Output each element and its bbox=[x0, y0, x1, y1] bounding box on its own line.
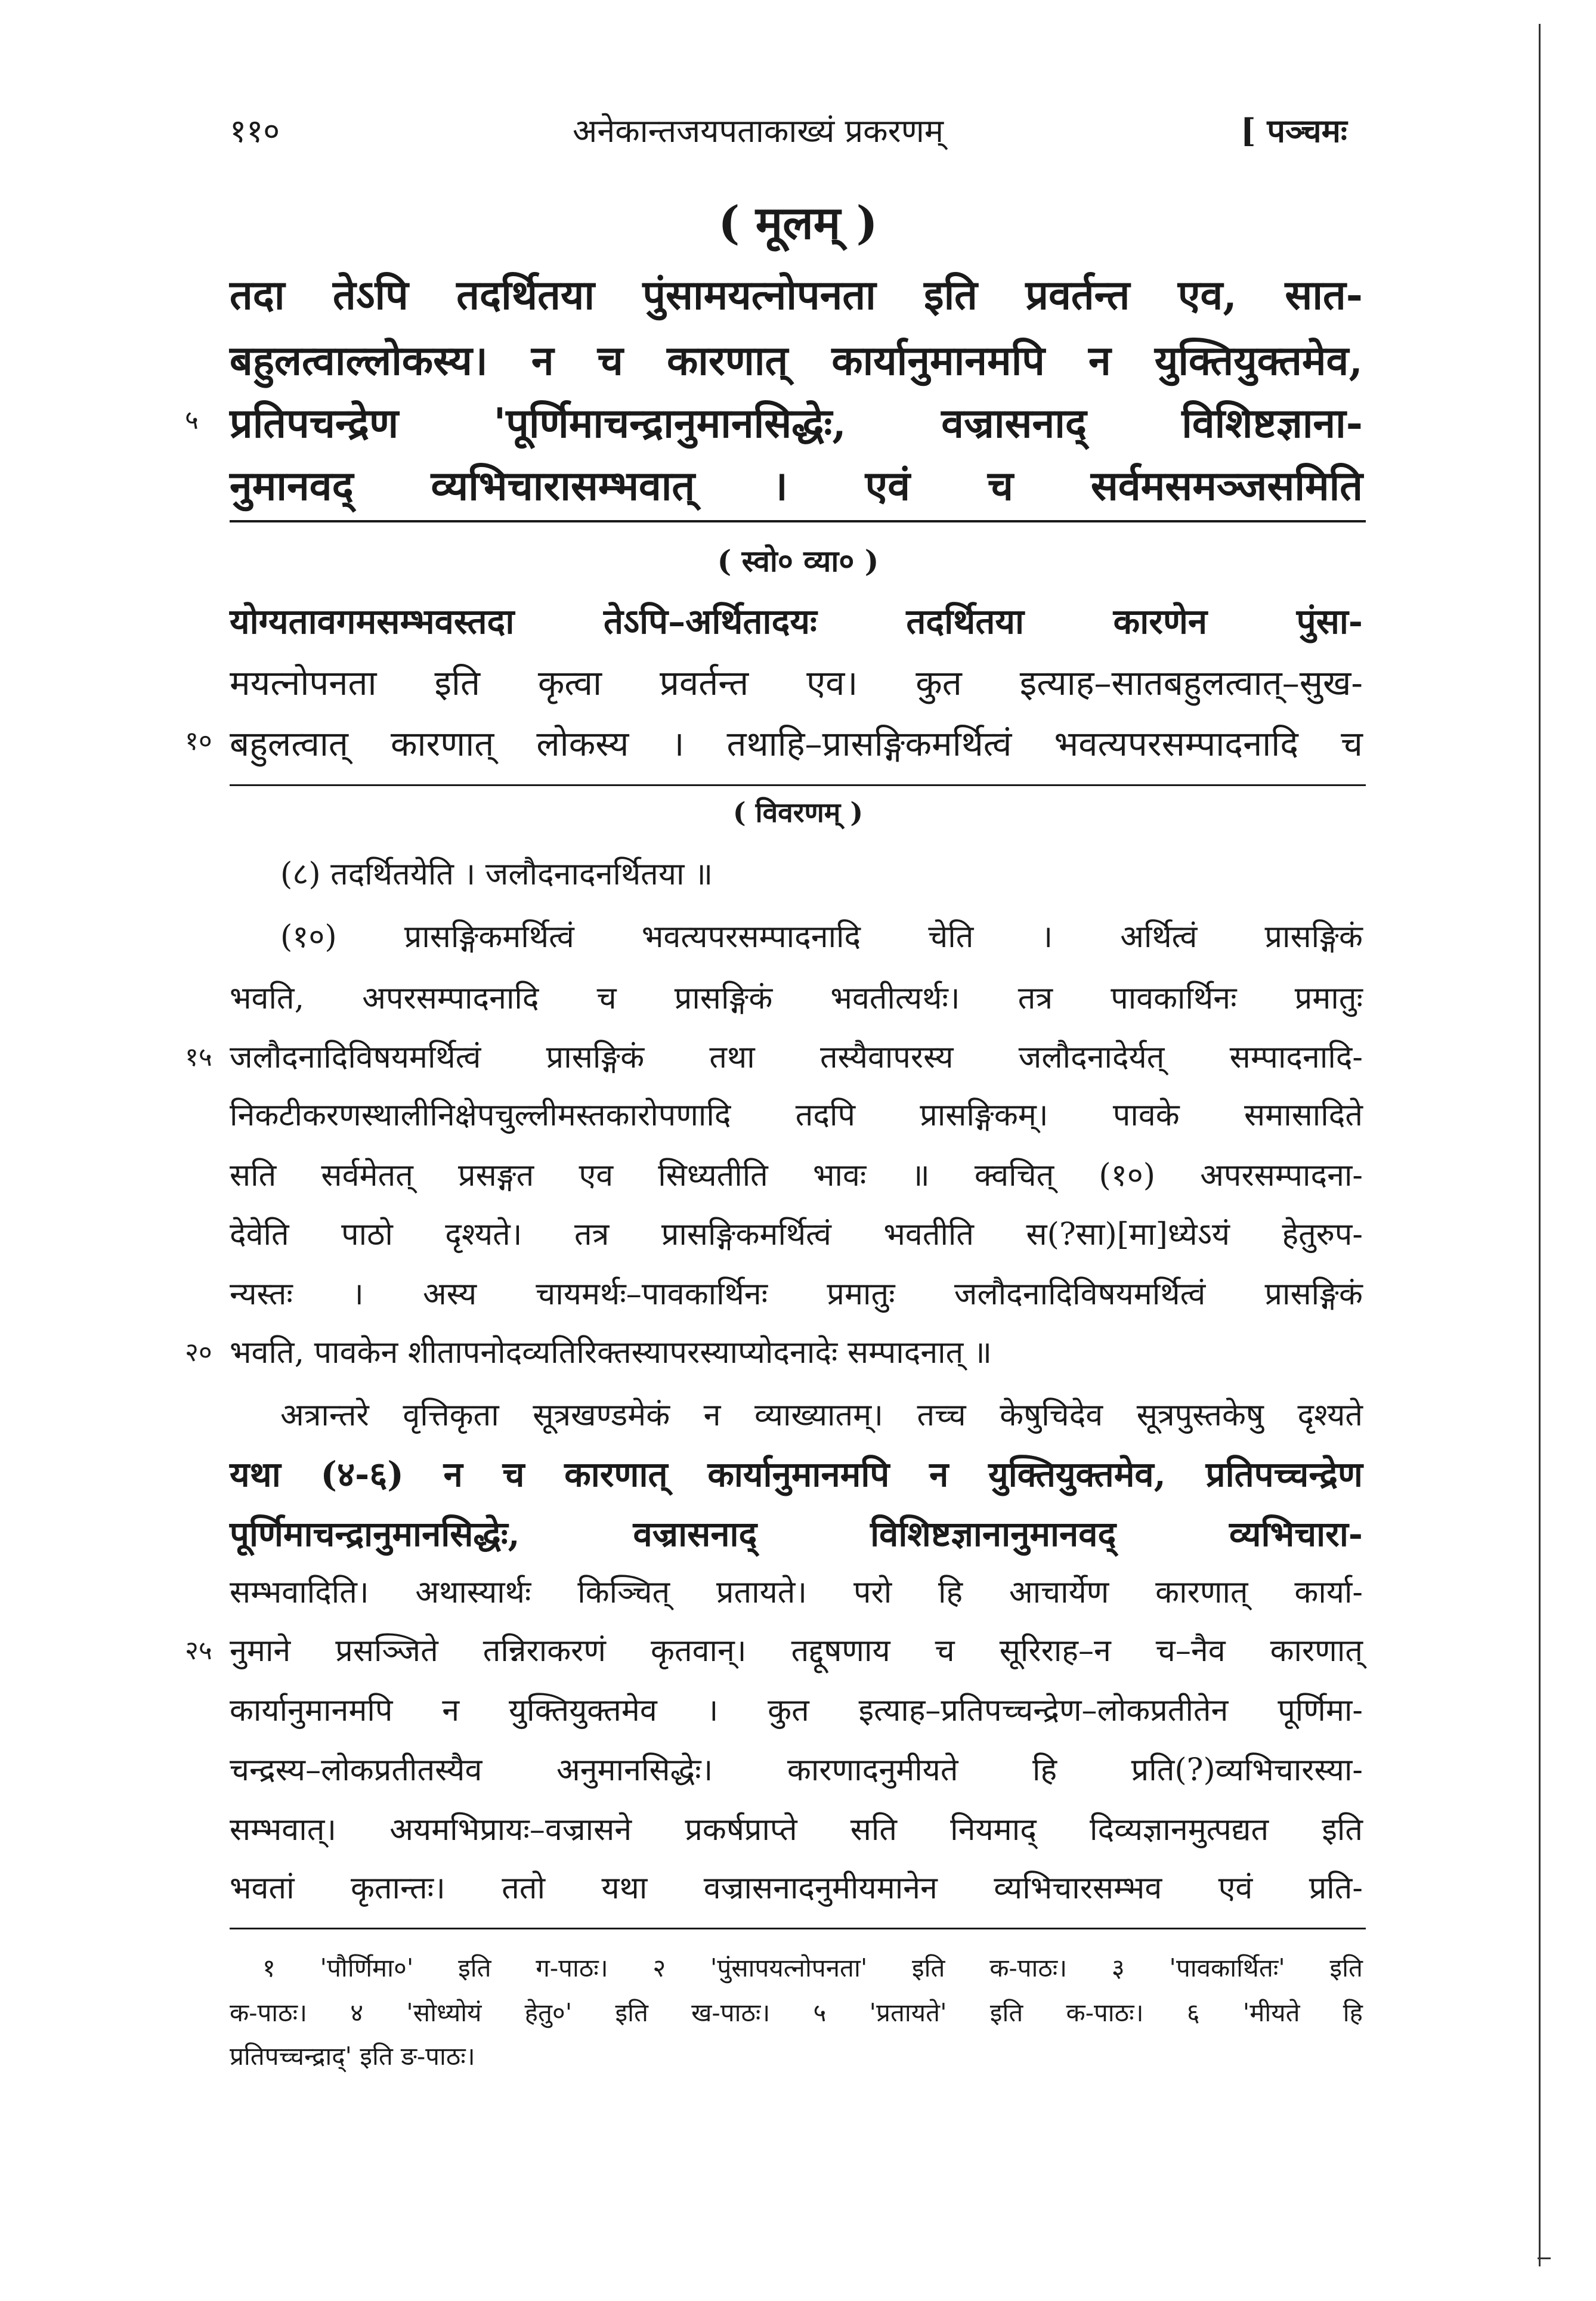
vivarana-line: (८) तदर्थितयेति । जलौदनादनर्थितया ॥ bbox=[280, 856, 713, 892]
section-divider bbox=[230, 784, 1366, 786]
vivarana-line: भवति, पावकेन शीतापनोदव्यतिरिक्तस्यापरस्याप्योदनादेः सम्पादनात् ॥ bbox=[230, 1335, 992, 1371]
vivarana-line: नुमाने प्रसञ्जिते तन्निराकरणं कृतवान्। तद्दूषणाय च सूरिराह–न च–नैव कारणात् bbox=[230, 1633, 1363, 1669]
footnote-divider bbox=[230, 1928, 1366, 1929]
line-number: ५ bbox=[185, 405, 199, 435]
scan-margin-line bbox=[1539, 24, 1541, 2266]
line-number: १० bbox=[185, 726, 212, 756]
mula-line: तदा तेऽपि तदर्थितया पुंसामयत्नोपनता इति प्रवर्तन्त एव, सात- bbox=[230, 271, 1363, 319]
commentary-line: योग्यतावगमसम्भवस्तदा तेऽपि–अर्थितादयः तदर्थितया कारणेन पुंसा- bbox=[230, 601, 1363, 642]
vivarana-line: सम्भवात्। अयमभिप्रायः–वज्रासने प्रकर्षप्राप्ते सति नियमाद् दिव्यज्ञानमुत्पद्यत इति bbox=[230, 1812, 1363, 1848]
running-title: अनेकान्तजयपताकाख्यं प्रकरणम् bbox=[573, 112, 944, 150]
vivarana-line: सति सर्वमेतत् प्रसङ्गत एव सिध्यतीति भावः ॥ क्वचित् (१०) अपरसम्पादना- bbox=[230, 1158, 1363, 1193]
page-number: ११० bbox=[230, 112, 280, 150]
mula-heading: ( मूलम् ) bbox=[718, 196, 878, 249]
commentary-line: मयत्नोपनता इति कृत्वा प्रवर्तन्त एव। कुत इत्याह–सातबहुलत्वात्–सुख- bbox=[230, 663, 1363, 703]
vivarana-line: भवति, अपरसम्पादनादि च प्रासङ्गिकं भवतीत्यर्थः। तत्र पावकार्थिनः प्रमातुः bbox=[230, 981, 1363, 1016]
line-number: १५ bbox=[185, 1042, 212, 1072]
vivarana-line: चन्द्रस्य–लोकप्रतीतस्यैव अनुमानसिद्धेः। कारणादनुमीयते हि प्रति(?)व्यभिचारस्या- bbox=[230, 1752, 1363, 1788]
vivarana-line: यथा (४-६) न च कारणात् कार्यानुमानमपि न युक्तियुक्तमेव, प्रतिपच्चन्द्रेण bbox=[230, 1454, 1363, 1495]
section-divider bbox=[230, 520, 1366, 522]
scan-margin-tick bbox=[1538, 2257, 1551, 2259]
vivarana-heading: ( विवरणम् ) bbox=[732, 796, 864, 828]
vivarana-line: निकटीकरणस्थालीनिक्षेपचुल्लीमस्तकारोपणादि तदपि प्रासङ्गिकम्। पावके समासादिते bbox=[230, 1097, 1363, 1133]
vivarana-line: भवतां कृतान्तः। ततो यथा वज्रासनादनुमीयमानेन व्यभिचारसम्भव एवं प्रति- bbox=[230, 1870, 1363, 1906]
chapter-label: [ पञ्चमः bbox=[1241, 112, 1347, 150]
footnote-line: क-पाठः। ४ 'सोध्योयं हेतु०' इति ख-पाठः। ५ 'प्रतायते' इति क-पाठः। ६ 'मीयते हि bbox=[230, 1998, 1363, 2027]
vivarana-line: जलौदनादिविषयमर्थित्वं प्रासङ्गिकं तथा तस्यैवापरस्य जलौदनादेर्यत् सम्पादनादि- bbox=[230, 1040, 1363, 1075]
vivarana-line: न्यस्तः । अस्य चायमर्थः–पावकार्थिनः प्रमातुः जलौदनादिविषयमर्थित्वं प्रासङ्गिकं bbox=[230, 1276, 1363, 1312]
vivarana-line: सम्भवादिति। अथास्यार्थः किञ्चित् प्रतायते। परो हि आचार्येण कारणात् कार्या- bbox=[230, 1575, 1363, 1610]
vivarana-line: देवेति पाठो दृश्यते। तत्र प्रासङ्गिकमर्थित्वं भवतीति स(?सा)[मा]ध्येऽयं हेतुरुप- bbox=[230, 1217, 1363, 1252]
footnote-line: प्रतिपच्चन्द्राद्' इति ङ-पाठः। bbox=[230, 2042, 475, 2071]
vivarana-line: (१०) प्रासङ्गिकमर्थित्वं भवत्यपरसम्पादनादि चेति । अर्थित्वं प्रासङ्गिकं bbox=[280, 919, 1363, 955]
mula-line: नुमानवद् व्यभिचारासम्भवात् । एवं च सर्वमसमञ्जसमिति bbox=[230, 462, 1363, 510]
svopajna-heading: ( स्वो० व्या० ) bbox=[717, 543, 879, 579]
vivarana-line: पूर्णिमाचन्द्रानुमानसिद्धेः, वज्रासनाद् विशिष्टज्ञानानुमानवद् व्यभिचारा- bbox=[230, 1514, 1363, 1554]
mula-line: बहुलत्वाल्लोकस्य। न च कारणात् कार्यानुमानमपि न युक्तियुक्तमेव, bbox=[230, 337, 1363, 385]
commentary-line: बहुलत्वात् कारणात् लोकस्य । तथाहि–प्रासङ्गिकमर्थित्वं भवत्यपरसम्पादनादि च bbox=[230, 723, 1363, 764]
line-number: २५ bbox=[185, 1635, 212, 1666]
vivarana-line: कार्यानुमानमपि न युक्तियुक्तमेव । कुत इत्याह–प्रतिपच्चन्द्रेण–लोकप्रतीतेन पूर्णिमा- bbox=[230, 1693, 1363, 1728]
line-number: २० bbox=[185, 1337, 212, 1368]
footnote-line: १ 'पौर्णिमा०' इति ग-पाठः। २ 'पुंसापयत्नोपनता' इति क-पाठः। ३ 'पावकार्थितः' इति bbox=[262, 1953, 1363, 1983]
vivarana-line: अत्रान्तरे वृत्तिकृता सूत्रखण्डमेकं न व्याख्यातम्। तच्च केषुचिदेव सूत्रपुस्तकेषु दृश्यते bbox=[280, 1397, 1363, 1433]
mula-line: प्रतिपचन्द्रेण 'पूर्णिमाचन्द्रानुमानसिद्धेः, वज्रासनाद् विशिष्टज्ञाना- bbox=[230, 400, 1363, 447]
